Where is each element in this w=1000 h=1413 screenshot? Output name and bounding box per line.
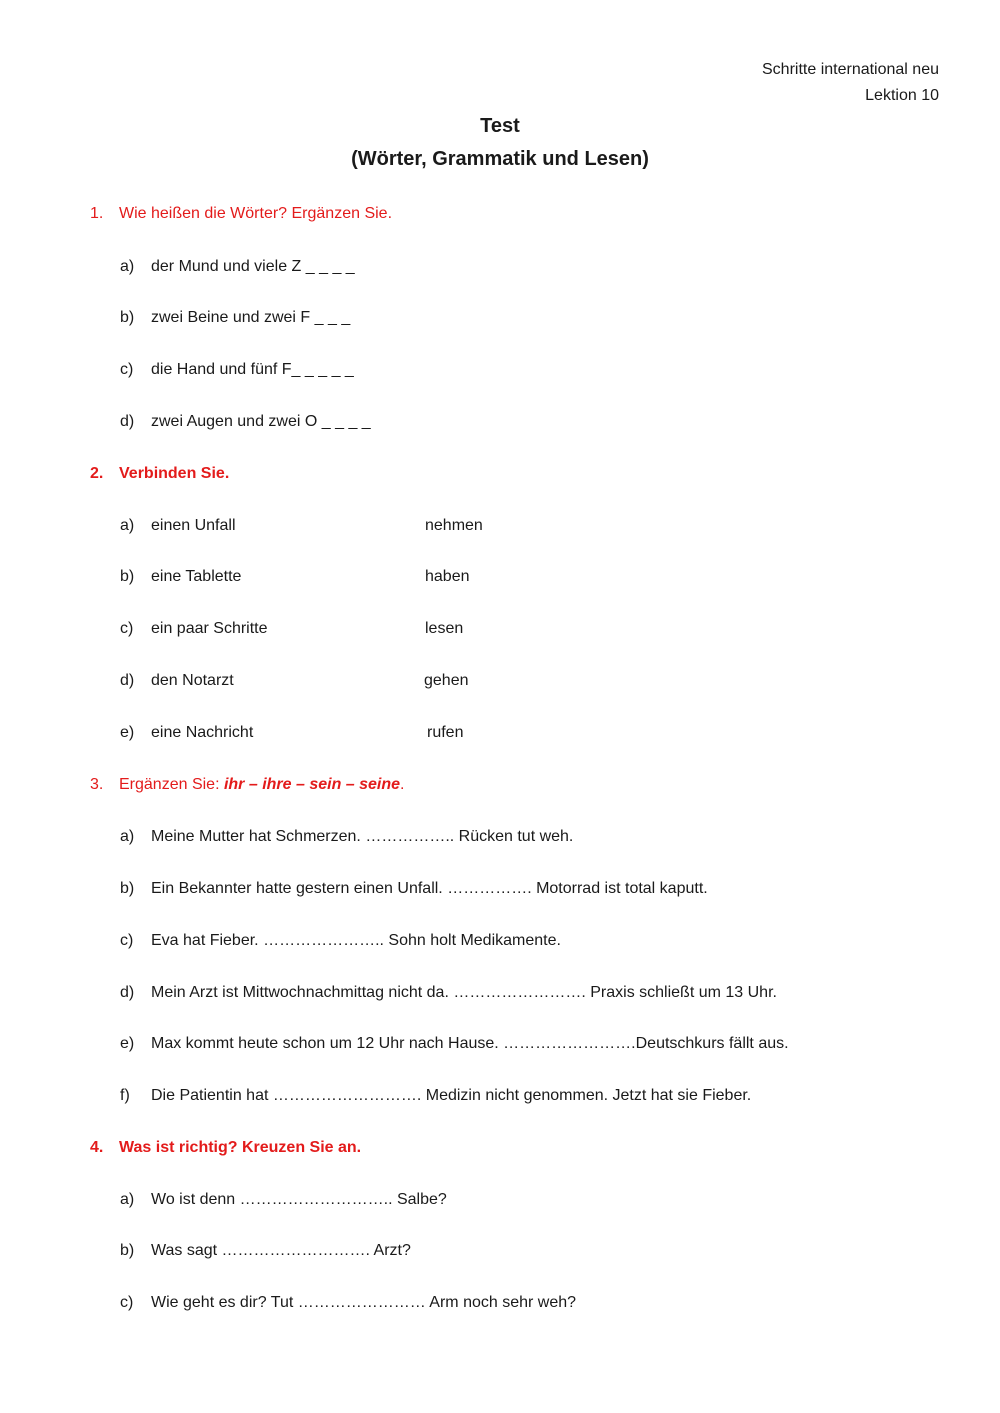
item-text: Die Patientin hat ………………………. Medizin nicht genommen. Jetzt hat sie Fieber. xyxy=(151,1087,752,1104)
page-subtitle: (Wörter, Grammatik und Lesen) xyxy=(351,148,649,170)
question-number: 2. xyxy=(90,465,104,482)
question-text: Verbinden Sie. xyxy=(119,465,230,482)
list-item xyxy=(120,672,234,690)
item-text: einen Unfall xyxy=(151,517,236,534)
item-text: Ein Bekannter hatte gestern einen Unfall. ……………. Motorrad ist total kaputt. xyxy=(151,880,708,897)
list-item xyxy=(120,258,355,276)
match-verb: rufen xyxy=(427,724,464,741)
question-period: . xyxy=(400,776,405,793)
item-letter: c) xyxy=(120,1294,134,1311)
item-text: ein paar Schritte xyxy=(151,620,268,637)
list-item xyxy=(120,1242,411,1260)
list-item xyxy=(120,880,708,898)
item-text: Wo ist denn ……………………….. Salbe? xyxy=(151,1191,447,1208)
question-text: Was ist richtig? Kreuzen Sie an. xyxy=(119,1139,362,1156)
question-number: 3. xyxy=(90,776,104,793)
item-letter: c) xyxy=(120,361,134,378)
question-pronouns: ihr – ihre – sein – seine xyxy=(223,776,401,793)
list-item xyxy=(120,1294,576,1312)
item-letter: a) xyxy=(120,1191,135,1208)
item-text: Was sagt ………………………. Arzt? xyxy=(151,1242,411,1259)
question-number: 1. xyxy=(90,205,104,222)
item-text: eine Nachricht xyxy=(151,724,254,741)
item-text: Mein Arzt ist Mittwochnachmittag nicht da. ……………………. Praxis schließt um 13 Uhr. xyxy=(151,984,777,1001)
list-item xyxy=(120,413,371,431)
item-letter: a) xyxy=(120,517,135,534)
item-letter: d) xyxy=(120,984,135,1001)
list-item xyxy=(120,984,777,1002)
match-verb: haben xyxy=(425,568,470,585)
question-text: Ergänzen Sie: xyxy=(119,776,224,793)
item-text: Wie geht es dir? Tut …………………… Arm noch sehr weh? xyxy=(151,1294,577,1311)
item-letter: b) xyxy=(120,880,135,897)
item-text: die Hand und fünf F_ _ _ _ _ xyxy=(151,361,354,378)
list-item xyxy=(120,828,573,846)
item-text: Max kommt heute schon um 12 Uhr nach Hause. …………………….Deutschkurs fällt aus. xyxy=(151,1035,789,1052)
course-title: Schritte international neu xyxy=(762,61,939,78)
item-letter: d) xyxy=(120,413,135,430)
item-letter: c) xyxy=(120,620,134,637)
item-letter: b) xyxy=(120,1242,135,1259)
item-text: Eva hat Fieber. ………………….. Sohn holt Medikamente. xyxy=(151,932,561,949)
page-title: Test xyxy=(480,115,520,137)
lesson-label: Lektion 10 xyxy=(865,87,939,104)
item-letter: a) xyxy=(120,258,135,275)
question-text: Wie heißen die Wörter? Ergänzen Sie. xyxy=(119,205,393,222)
question-4-heading xyxy=(90,1139,361,1157)
item-text: Meine Mutter hat Schmerzen. …………….. Rücken tut weh. xyxy=(151,828,574,845)
item-letter: c) xyxy=(120,932,134,949)
match-verb: lesen xyxy=(425,620,464,637)
item-letter: e) xyxy=(120,724,135,741)
question-2-heading xyxy=(90,465,229,483)
list-item xyxy=(120,309,350,327)
item-text: der Mund und viele Z _ _ _ _ xyxy=(151,258,355,275)
list-item xyxy=(120,932,561,950)
item-text: eine Tablette xyxy=(151,568,242,585)
list-item xyxy=(120,724,253,742)
list-item xyxy=(120,1087,751,1105)
list-item xyxy=(120,1035,789,1053)
item-text: den Notarzt xyxy=(151,672,234,689)
list-item xyxy=(120,517,236,535)
question-1-heading xyxy=(90,205,392,223)
list-item xyxy=(120,361,354,379)
question-3-heading xyxy=(90,776,405,794)
item-letter: b) xyxy=(120,309,135,326)
question-number: 4. xyxy=(90,1139,104,1156)
item-text: zwei Augen und zwei O _ _ _ _ xyxy=(151,413,371,430)
item-letter: a) xyxy=(120,828,135,845)
list-item xyxy=(120,568,241,586)
item-text: zwei Beine und zwei F _ _ _ xyxy=(151,309,351,326)
item-letter: e) xyxy=(120,1035,135,1052)
match-verb: nehmen xyxy=(425,517,483,534)
item-letter: f) xyxy=(120,1087,130,1104)
match-verb: gehen xyxy=(424,672,469,689)
list-item xyxy=(120,620,268,638)
item-letter: b) xyxy=(120,568,135,585)
list-item xyxy=(120,1191,447,1209)
item-letter: d) xyxy=(120,672,135,689)
